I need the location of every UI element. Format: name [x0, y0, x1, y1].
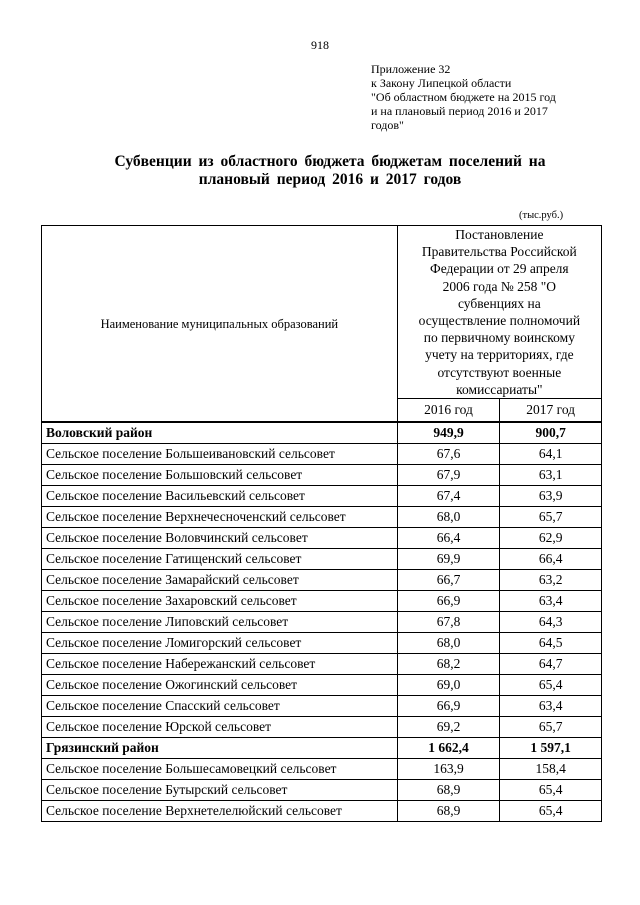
value-2017: 64,3 — [500, 612, 602, 633]
value-2017: 65,7 — [500, 717, 602, 738]
header-municipality: Наименование муниципальных образований — [42, 226, 398, 423]
value-2016: 69,9 — [397, 549, 500, 570]
header-resolution-line: 2006 года № 258 "О — [442, 278, 556, 294]
value-2017: 65,4 — [500, 801, 602, 822]
municipality-name: Сельское поселение Бутырский сельсовет — [42, 780, 398, 801]
municipality-name: Сельское поселение Большеивановский сельсовет — [42, 444, 398, 465]
table-row — [42, 486, 602, 507]
header-resolution-line: по первичному воинскому — [423, 330, 575, 346]
municipality-name: Сельское поселение Большовский сельсовет — [42, 465, 398, 486]
value-2017: 65,7 — [500, 507, 602, 528]
table-row — [42, 759, 602, 780]
header-resolution — [397, 226, 601, 399]
value-2017: 900,7 — [500, 422, 602, 444]
table-row — [42, 654, 602, 675]
table-row — [42, 801, 602, 822]
municipality-name: Сельское поселение Захаровский сельсовет — [42, 591, 398, 612]
header-resolution-line: Постановление — [455, 227, 544, 242]
table-row — [42, 465, 602, 486]
appendix-line: и на плановый период 2016 и 2017 — [371, 104, 548, 118]
value-2016: 66,9 — [397, 696, 500, 717]
header-year-2017: 2017 год — [500, 399, 602, 423]
appendix-line: к Закону Липецкой области — [371, 76, 512, 90]
header-resolution-line: субвенциях на — [457, 295, 541, 311]
table-row — [42, 528, 602, 549]
header-resolution-line: комиссариаты" — [456, 381, 543, 397]
value-2016: 67,6 — [397, 444, 500, 465]
value-2017: 63,2 — [500, 570, 602, 591]
header-resolution-line: отсутствуют военные — [437, 364, 562, 380]
municipality-name: Грязинский район — [42, 738, 398, 759]
table-row — [42, 633, 602, 654]
table-row — [42, 717, 602, 738]
value-2016: 68,0 — [397, 633, 500, 654]
header-resolution-line: Федерации от 29 апреля — [430, 261, 569, 277]
table-row — [42, 591, 602, 612]
value-2017: 65,4 — [500, 675, 602, 696]
header-year-2016: 2016 год — [397, 399, 500, 423]
district-row — [42, 738, 602, 759]
title-line-2: плановый период 2016 и 2017 годов — [198, 171, 462, 188]
table-header-row — [42, 226, 602, 399]
appendix-line: "Об областном бюджете на 2015 год — [371, 90, 556, 104]
title-line-1: Субвенции из областного бюджета бюджетам поселений на — [114, 153, 546, 170]
header-resolution-line: осуществление полномочий — [418, 313, 581, 329]
value-2017: 63,1 — [500, 465, 602, 486]
value-2017: 64,1 — [500, 444, 602, 465]
table-row — [42, 612, 602, 633]
value-2017: 63,9 — [500, 486, 602, 507]
value-2016: 67,8 — [397, 612, 500, 633]
value-2016: 69,2 — [397, 717, 500, 738]
value-2016: 163,9 — [397, 759, 500, 780]
value-2016: 1 662,4 — [397, 738, 500, 759]
value-2017: 66,4 — [500, 549, 602, 570]
value-2016: 66,4 — [397, 528, 500, 549]
district-row — [42, 422, 602, 444]
municipality-name: Сельское поселение Воловчинский сельсовет — [42, 528, 398, 549]
value-2017: 64,7 — [500, 654, 602, 675]
value-2017: 62,9 — [500, 528, 602, 549]
municipality-name: Сельское поселение Гатищенский сельсовет — [42, 549, 398, 570]
municipality-name: Сельское поселение Верхнечесноченский сельсовет — [42, 507, 398, 528]
value-2016: 68,2 — [397, 654, 500, 675]
value-2016: 66,7 — [397, 570, 500, 591]
value-2016: 68,9 — [397, 801, 500, 822]
table-row — [42, 675, 602, 696]
municipality-name: Сельское поселение Липовский сельсовет — [42, 612, 398, 633]
value-2016: 67,4 — [397, 486, 500, 507]
header-resolution-line: Правительства Российской — [421, 244, 577, 260]
municipality-name: Сельское поселение Ломигорский сельсовет — [42, 633, 398, 654]
table-row — [42, 549, 602, 570]
value-2017: 158,4 — [500, 759, 602, 780]
value-2016: 69,0 — [397, 675, 500, 696]
municipality-name: Сельское поселение Большесамовецкий сельсовет — [42, 759, 398, 780]
value-2017: 63,4 — [500, 696, 602, 717]
table-row — [42, 696, 602, 717]
value-2016: 949,9 — [397, 422, 500, 444]
municipality-name: Воловский район — [42, 422, 398, 444]
municipality-name: Сельское поселение Замарайский сельсовет — [42, 570, 398, 591]
header-resolution-line: учету на территориях, где — [425, 347, 574, 363]
table-row — [42, 444, 602, 465]
value-2016: 68,0 — [397, 507, 500, 528]
value-2017: 1 597,1 — [500, 738, 602, 759]
document-title — [90, 153, 570, 189]
table-row — [42, 507, 602, 528]
municipality-name: Сельское поселение Набережанский сельсовет — [42, 654, 398, 675]
value-2017: 65,4 — [500, 780, 602, 801]
value-2016: 67,9 — [397, 465, 500, 486]
subventions-table — [41, 225, 602, 822]
municipality-name: Сельское поселение Ожогинский сельсовет — [42, 675, 398, 696]
municipality-name: Сельское поселение Спасский сельсовет — [42, 696, 398, 717]
municipality-name: Сельское поселение Юрской сельсовет — [42, 717, 398, 738]
value-2016: 68,9 — [397, 780, 500, 801]
municipality-name: Сельское поселение Васильевский сельсовет — [42, 486, 398, 507]
value-2017: 64,5 — [500, 633, 602, 654]
table-row — [42, 780, 602, 801]
municipality-name: Сельское поселение Верхнетелелюйский сельсовет — [42, 801, 398, 822]
page-number: 918 — [311, 38, 329, 52]
value-2016: 66,9 — [397, 591, 500, 612]
appendix-note — [371, 62, 611, 132]
table-row — [42, 570, 602, 591]
appendix-line: годов" — [371, 118, 404, 132]
appendix-line: Приложение 32 — [371, 62, 451, 76]
units-label: (тыс.руб.) — [519, 210, 564, 221]
value-2017: 63,4 — [500, 591, 602, 612]
